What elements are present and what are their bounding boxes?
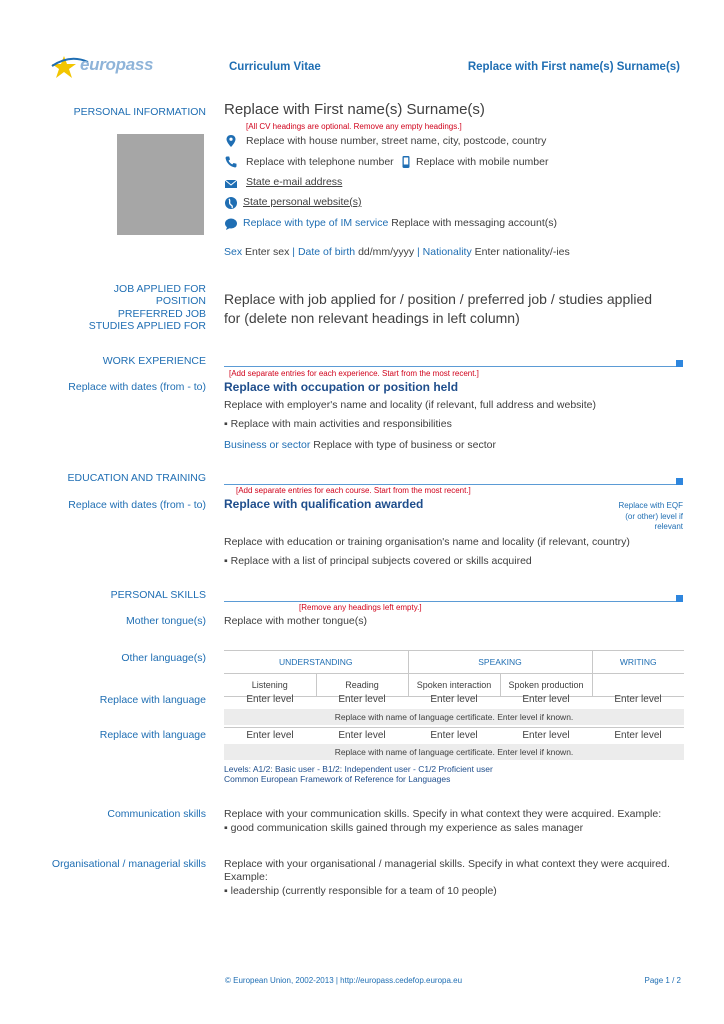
photo-placeholder (117, 134, 204, 235)
eqf-level-1: Replace with EQF (618, 501, 683, 510)
work-experience-label: WORK EXPERIENCE (102, 355, 206, 367)
level-reading: Enter level (338, 730, 386, 741)
section-divider (224, 366, 676, 367)
level-interaction: Enter level (430, 694, 478, 705)
communication-skills-text: Replace with your communication skills. Specify in what context they were acquired. Example: (224, 808, 662, 820)
business-value: Replace with type of business or sector (313, 439, 496, 451)
im-account: Replace with messaging account(s) (391, 217, 557, 229)
person-name: Replace with First name(s) Surname(s) (224, 101, 485, 118)
personal-info-label: PERSONAL INFORMATION (73, 106, 206, 118)
language-table (224, 650, 684, 697)
eqf-level-2: (or other) level if (625, 512, 683, 521)
speaking-header: SPEAKING (408, 651, 592, 674)
mobile-phone-icon (400, 155, 412, 169)
framework-note: Common European Framework of Reference for Languages (224, 774, 451, 784)
organisational-skills-example: ▪ leadership (currently responsible for a team of 10 people) (224, 885, 497, 897)
email-icon (224, 177, 238, 191)
occupation: Replace with occupation or position held (224, 380, 459, 394)
job-label-1: JOB APPLIED FOR (113, 283, 206, 295)
job-label-2: POSITION (155, 295, 206, 307)
work-dates: Replace with dates (from - to) (68, 381, 206, 393)
work-note: [Add separate entries for each experience. Start from the most recent.] (229, 369, 479, 378)
education-label: EDUCATION AND TRAINING (67, 472, 206, 484)
separator: | (417, 246, 420, 258)
employer: Replace with employer's name and locality (if relevant, full address and website) (224, 399, 597, 411)
nationality-value: Enter nationality/-ies (474, 246, 570, 258)
language-levels-row (224, 727, 684, 744)
level-production: Enter level (522, 730, 570, 741)
subjects: ▪ Replace with a list of principal subjects covered or skills acquired (224, 555, 532, 567)
website-icon (224, 196, 238, 210)
language-name: Replace with language (99, 694, 206, 706)
website-link[interactable]: State personal website(s) (243, 196, 362, 208)
spoken-interaction-header: Spoken interaction (408, 674, 500, 697)
section-marker (676, 478, 683, 485)
section-marker (676, 360, 683, 367)
other-languages-label: Other language(s) (121, 652, 206, 664)
sex-value: Enter sex (245, 246, 290, 258)
communication-skills-example: ▪ good communication skills gained through my experience as sales manager (224, 822, 584, 834)
section-marker (676, 595, 683, 602)
mobile: Replace with mobile number (416, 156, 549, 168)
section-divider (224, 484, 676, 485)
business-row (224, 439, 496, 451)
address: Replace with house number, street name, city, postcode, country (246, 135, 547, 147)
education-note: [Add separate entries for each course. Start from the most recent.] (236, 486, 471, 495)
listening-header: Listening (224, 674, 316, 697)
level-reading: Enter level (338, 694, 386, 705)
reading-header: Reading (316, 674, 408, 697)
organisation: Replace with education or training organisation's name and locality (if relevant, country) (224, 536, 630, 548)
email-link[interactable]: State e-mail address (246, 176, 343, 188)
eqf-level-3: relevant (654, 522, 683, 531)
location-pin-icon (224, 134, 238, 148)
footer-copyright: © European Union, 2002-2013 | http://europass.cedefop.europa.eu (225, 976, 463, 985)
job-text-2: for (delete non relevant headings in left column) (224, 310, 520, 326)
job-text-1: Replace with job applied for / position / preferred job / studies applied (224, 291, 653, 307)
personal-details-row (224, 246, 570, 258)
organisational-skills-example-label: Example: (224, 871, 268, 883)
level-listening: Enter level (246, 730, 294, 741)
chat-bubble-icon (224, 217, 238, 231)
level-writing: Enter level (614, 694, 662, 705)
mother-tongue-label: Mother tongue(s) (126, 615, 206, 627)
dob-value: dd/mm/yyyy (358, 246, 415, 258)
spoken-production-header: Spoken production (500, 674, 592, 697)
separator: | (292, 246, 296, 258)
activities: ▪ Replace with main activities and responsibilities (224, 418, 452, 430)
language-certificate: Replace with name of language certificate. Enter level if known. (224, 744, 684, 760)
sex-label: Sex (224, 246, 243, 258)
level-interaction: Enter level (430, 730, 478, 741)
communication-skills-label: Communication skills (107, 808, 206, 820)
job-label-3: PREFERRED JOB (117, 308, 206, 320)
understanding-header: UNDERSTANDING (224, 651, 408, 674)
language-name: Replace with language (99, 729, 206, 741)
section-divider (224, 601, 676, 602)
mother-tongue-value: Replace with mother tongue(s) (224, 615, 367, 627)
optional-note: [All CV headings are optional. Remove any empty headings.] (246, 122, 462, 131)
cv-title: Curriculum Vitae (229, 61, 321, 73)
organisational-skills-label: Organisational / managerial skills (51, 858, 206, 870)
im-type: Replace with type of IM service (243, 217, 389, 229)
language-certificate: Replace with name of language certificate. Enter level if known. (224, 709, 684, 725)
language-levels-row (224, 692, 684, 708)
level-listening: Enter level (246, 694, 294, 705)
logo-text: europass (80, 55, 154, 74)
skills-note: [Remove any headings left empty.] (299, 603, 422, 612)
business-label: Business or sector (224, 439, 311, 451)
im-row (243, 217, 557, 229)
job-label-4: STUDIES APPLIED FOR (88, 320, 206, 332)
education-dates: Replace with dates (from - to) (68, 499, 206, 511)
writing-header: WRITING (592, 651, 684, 674)
telephone: Replace with telephone number (246, 156, 394, 168)
levels-note: Levels: A1/2: Basic user - B1/2: Independent user - C1/2 Proficient user (224, 764, 493, 774)
nationality-label: Nationality (422, 246, 472, 258)
level-production: Enter level (522, 694, 570, 705)
europass-logo (50, 52, 160, 80)
personal-skills-label: PERSONAL SKILLS (110, 589, 206, 601)
qualification: Replace with qualification awarded (224, 497, 424, 511)
page-number: Page 1 / 2 (644, 976, 681, 985)
dob-label: Date of birth (297, 246, 356, 258)
telephone-icon (224, 155, 238, 169)
level-writing: Enter level (614, 730, 662, 741)
organisational-skills-text: Replace with your organisational / managerial skills. Specify in what context they were acquired. (224, 858, 670, 870)
header-name: Replace with First name(s) Surname(s) (467, 61, 680, 73)
